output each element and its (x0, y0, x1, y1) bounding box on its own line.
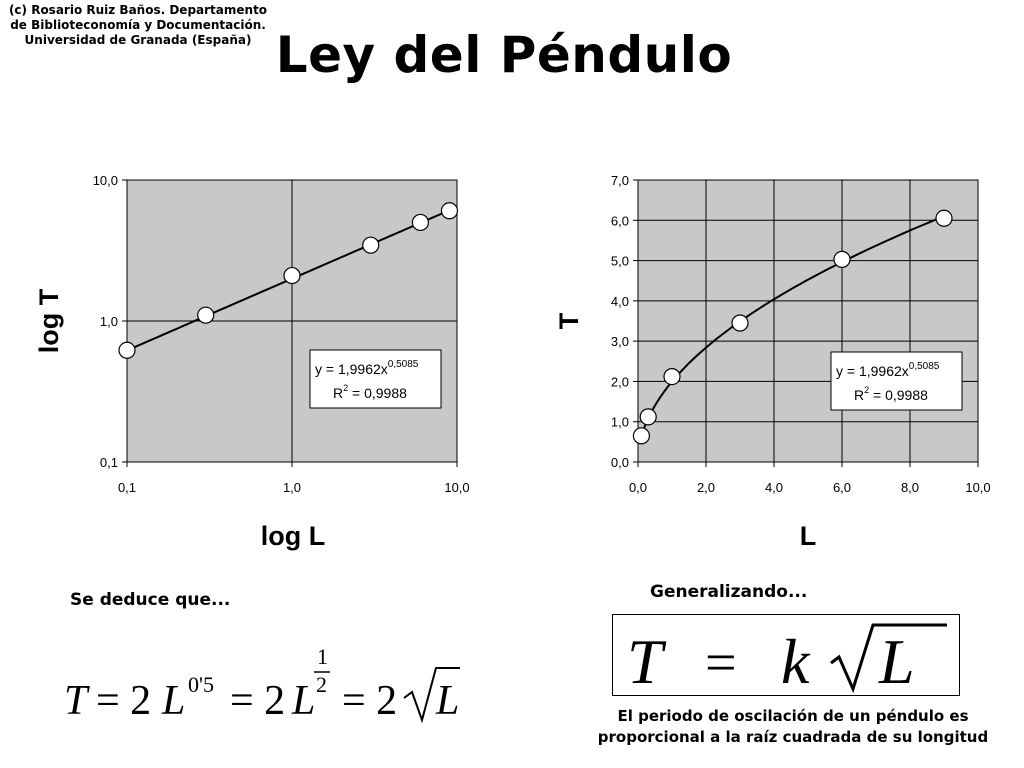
data-point (633, 428, 649, 444)
formula-eq1: = 2 (96, 678, 152, 724)
generalization-label: Generalizando... (650, 582, 808, 602)
deduction-label: Se deduce que... (70, 590, 231, 610)
data-point (284, 268, 300, 284)
data-point (363, 237, 379, 253)
y-tick-label: 5,0 (610, 253, 629, 269)
x-tick-label: 2,0 (696, 480, 716, 495)
formula-eq2: = 2 (230, 678, 286, 724)
r-squared-text: $R^2 = 0,9988$ (854, 385, 928, 403)
formula-frac-num: 1 (317, 644, 328, 669)
credit-line-3: Universidad de Granada (España) (24, 33, 252, 47)
y-tick-label: 7,0 (610, 173, 629, 188)
formula-L2: L (292, 678, 316, 724)
general-eq: = (705, 632, 737, 694)
x-tick-label: 10,0 (965, 480, 991, 495)
data-point (412, 214, 428, 230)
y-tick-label: 2,0 (610, 374, 629, 390)
formula-exp1: 0'5 (188, 672, 214, 697)
general-formula-box (612, 614, 960, 696)
credit-line-1: (c) Rosario Ruiz Baños. Departamento (8, 3, 268, 17)
data-point (732, 315, 748, 331)
x-axis-title: log L (260, 521, 326, 551)
data-point (441, 203, 457, 219)
data-point (834, 251, 850, 267)
caption-line-1: El periodo de oscilación de un péndulo es (617, 707, 969, 725)
data-point (936, 210, 952, 226)
x-tick-label: 8,0 (900, 480, 920, 495)
y-tick-label: 10,0 (92, 173, 118, 188)
data-point (664, 369, 680, 385)
r-squared-text: $R^2 = 0,9988$ (333, 383, 407, 401)
y-tick-label: 0,1 (99, 455, 118, 470)
x-tick-label: 6,0 (832, 480, 852, 495)
y-tick-label: 1,0 (610, 414, 629, 430)
y-tick-label: 1,0 (99, 314, 118, 329)
y-tick-label: 0,0 (610, 455, 629, 470)
general-L: L (879, 626, 915, 695)
x-tick-label: 0,0 (628, 480, 648, 495)
general-k: k (781, 626, 810, 695)
x-tick-label: 0,1 (117, 480, 137, 495)
y-tick-label: 4,0 (610, 293, 629, 309)
x-tick-label: 4,0 (764, 480, 784, 495)
x-tick-label: 10,0 (444, 480, 470, 495)
x-axis-title: L (799, 521, 817, 551)
caption-line-2: proporcional a la raíz cuadrada de su longitud (597, 728, 989, 746)
data-point (640, 409, 656, 425)
y-axis-title: log T (34, 288, 64, 354)
data-point (119, 342, 135, 358)
y-axis-title: T (554, 312, 584, 330)
formula-L1: L (162, 678, 186, 724)
formula-T: T (64, 678, 88, 724)
y-tick-label: 6,0 (610, 213, 629, 229)
slide-title: Ley del Péndulo (275, 26, 733, 84)
formula-frac-den: 2 (316, 672, 327, 697)
conclusion-caption (560, 706, 1024, 748)
equation-text: $y = 1,9962x^{0,5085}$ (315, 359, 419, 377)
formula-eq3: = 2 (342, 678, 398, 724)
y-tick-label: 3,0 (610, 334, 629, 350)
general-T: T (627, 626, 663, 695)
general-formula (613, 615, 959, 695)
formula-L3: L (436, 678, 460, 724)
x-tick-label: 1,0 (282, 480, 302, 495)
credit-line-2: de Biblioteconomía y Documentación. (10, 18, 266, 32)
equation-text: $y = 1,9962x^{0,5085}$ (836, 361, 940, 379)
deduction-formula (60, 640, 480, 730)
data-point (198, 307, 214, 323)
